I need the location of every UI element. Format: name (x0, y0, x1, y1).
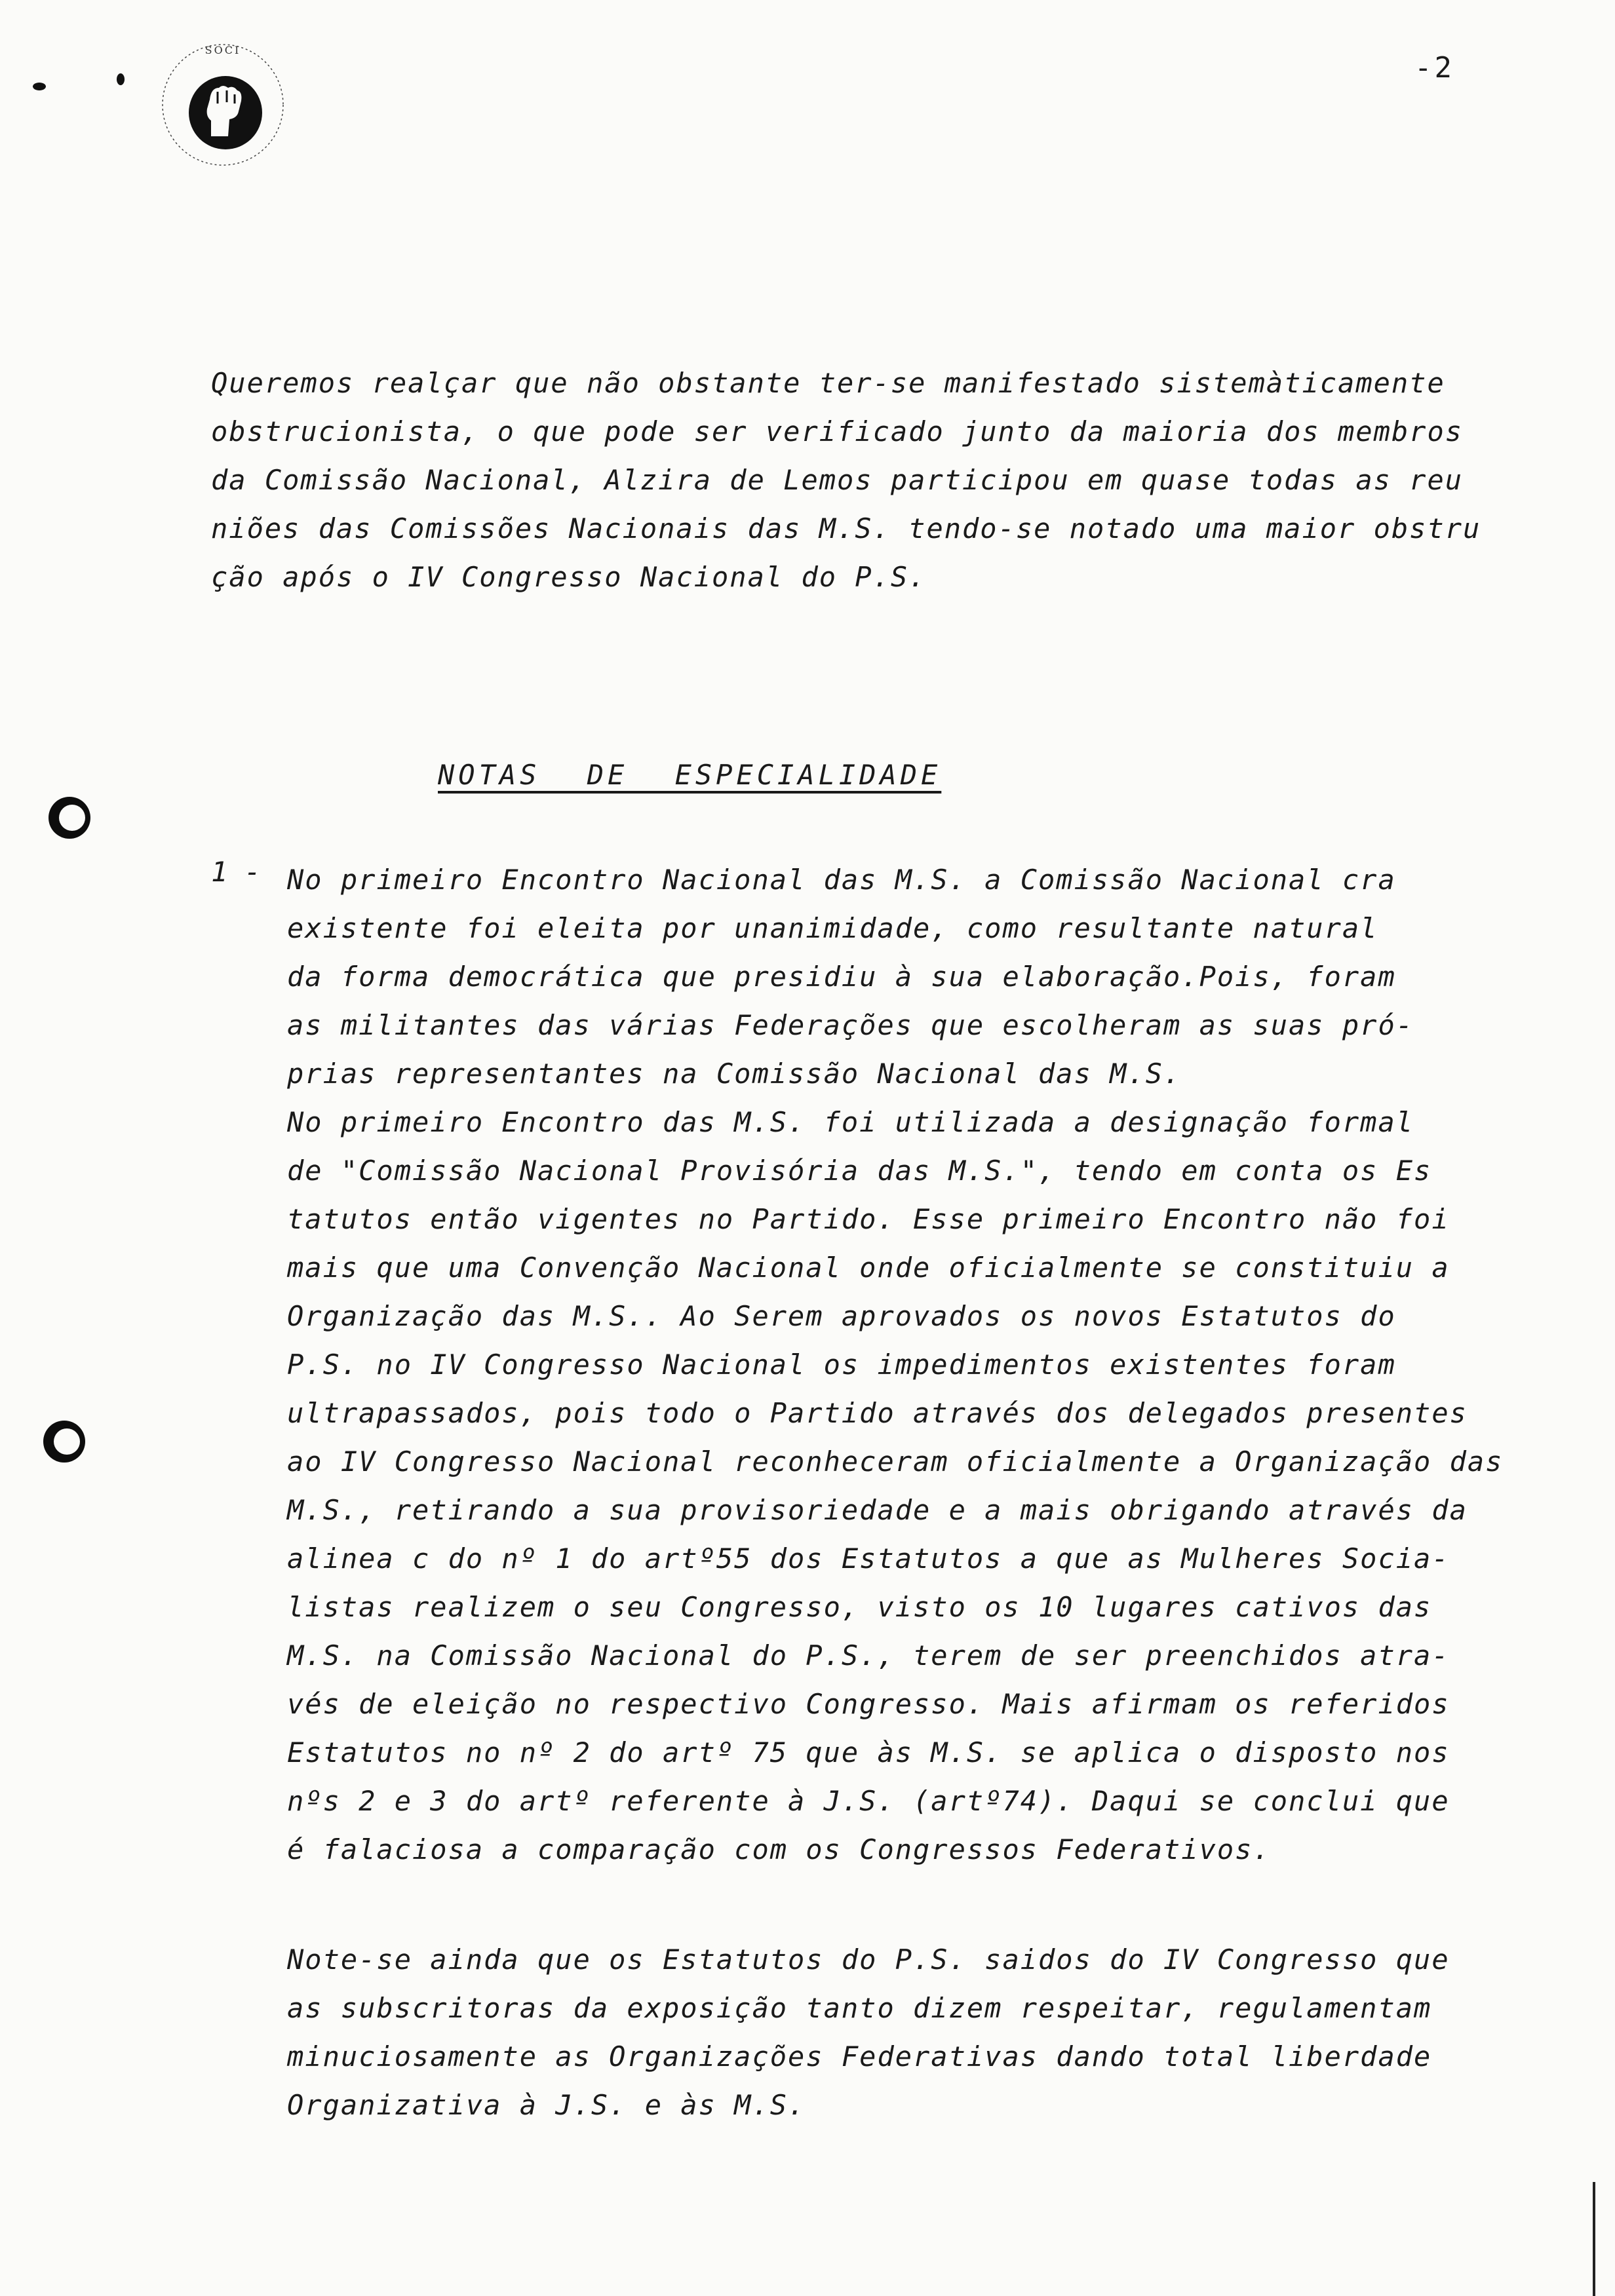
binder-hole-top (49, 797, 90, 839)
page-edge-mark (1593, 2182, 1595, 2296)
text-line: listas realizem o seu Congresso, visto os 10 lugares cativos das (287, 1591, 1432, 1623)
page-number: -2 (1414, 51, 1454, 85)
text-line: Queremos realçar que não obstante ter-se manifestado sistemàticamente (211, 367, 1445, 399)
text-line: existente foi eleita por unanimidade, como resultante natural (287, 912, 1378, 944)
text-line: Organizativa à J.S. e às M.S. (287, 2089, 806, 2121)
text-line: minuciosamente as Organizações Federativas dando total liberdade (287, 2040, 1432, 2073)
text-line: Estatutos no nº 2 do artº 75 que às M.S. se aplica o disposto nos (287, 1736, 1450, 1769)
text-line: da forma democrática que presidiu à sua elaboração.Pois, foram (287, 961, 1396, 993)
text-line: tatutos então vigentes no Partido. Esse primeiro Encontro não foi (287, 1203, 1450, 1235)
text-line: de "Comissão Nacional Provisória das M.S.", tendo em conta os Es (287, 1155, 1432, 1187)
text-line: M.S. na Comissão Nacional do P.S., terem de ser preenchidos atra- (287, 1639, 1450, 1672)
text-line: as militantes das várias Federações que escolheram as suas pró- (287, 1009, 1414, 1041)
text-line: vés de eleição no respectivo Congresso. Mais afirmam os referidos (287, 1688, 1450, 1720)
text-line: No primeiro Encontro das M.S. foi utilizada a designação formal (287, 1106, 1414, 1138)
scan-speck (33, 83, 46, 90)
scan-speck (117, 73, 125, 85)
text-line: No primeiro Encontro Nacional das M.S. a Comissão Nacional cra (287, 864, 1396, 896)
intro-paragraph (211, 359, 1574, 602)
party-seal-logo (157, 39, 288, 170)
text-line: as subscritoras da exposição tanto dizem respeitar, regulamentam (287, 1992, 1432, 2024)
text-line: alinea c do nº 1 do artº55 dos Estatutos a que as Mulheres Socia- (287, 1542, 1450, 1575)
binder-hole-bottom (43, 1421, 85, 1463)
text-line: mais que uma Convenção Nacional onde oficialmente se constituiu a (287, 1252, 1450, 1284)
text-line: ção após o IV Congresso Nacional do P.S. (211, 561, 927, 593)
text-line: nºs 2 e 3 do artº referente à J.S. (artº74). Daqui se conclui que (287, 1785, 1450, 1817)
svg-text:SOCI: SOCI (204, 44, 241, 56)
item-number: 1 - (211, 856, 261, 888)
text-line: da Comissão Nacional, Alzira de Lemos participou em quase todas as reu (211, 464, 1464, 496)
text-line: obstrucionista, o que pode ser verificado junto da maioria dos membros (211, 415, 1464, 448)
section-heading: NOTAS DE ESPECIALIDADE (438, 759, 942, 791)
text-line: prias representantes na Comissão Nacional das M.S. (287, 1058, 1182, 1090)
text-line: é falaciosa a comparação com os Congressos Federativos. (287, 1833, 1271, 1866)
text-line: ultrapassados, pois todo o Partido através dos delegados presentes (287, 1397, 1468, 1429)
item-1-body (287, 856, 1572, 1874)
text-line: niões das Comissões Nacionais das M.S. tendo-se notado uma maior obstru (211, 512, 1481, 545)
text-line: ao IV Congresso Nacional reconheceram oficialmente a Organização das (287, 1445, 1504, 1478)
text-line: P.S. no IV Congresso Nacional os impedimentos existentes foram (287, 1349, 1396, 1381)
text-line: M.S., retirando a sua provisoriedade e a mais obrigando através da (287, 1494, 1468, 1526)
closing-paragraph (287, 1936, 1572, 2130)
text-line: Note-se ainda que os Estatutos do P.S. saidos do IV Congresso que (287, 1943, 1450, 1976)
text-line: Organização das M.S.. Ao Serem aprovados os novos Estatutos do (287, 1300, 1396, 1332)
